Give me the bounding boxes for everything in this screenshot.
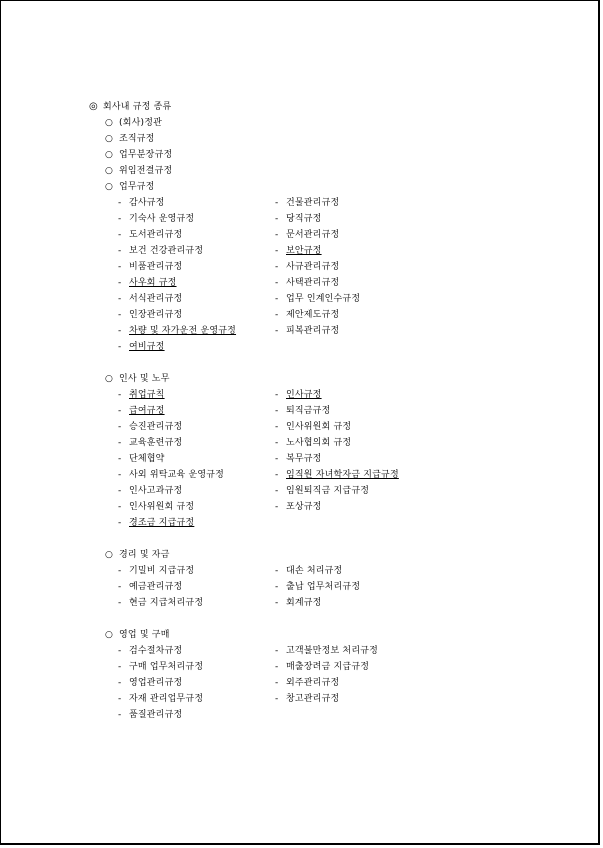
dash-bullet: - [275,598,279,608]
regulation-left-cell [1,467,275,483]
dash-bullet: - [118,566,122,576]
regulation-row [1,259,598,275]
dash-bullet: - [275,214,279,224]
dash-bullet: - [275,390,279,400]
dash-bullet: - [275,646,279,656]
section-group [1,179,598,723]
regulation-left-cell [1,275,275,291]
regulation-right-cell [275,243,322,259]
regulation-left-cell [1,451,275,467]
regulation-left-cell [1,403,275,419]
dash-bullet: - [118,710,122,720]
regulation-name: 품질관리규정 [129,710,183,720]
list-item [1,163,598,179]
dash-bullet: - [118,438,122,448]
regulation-name: 감사규정 [129,198,165,208]
regulation-name: 비품관리규정 [129,262,183,272]
regulation-right-cell [275,483,369,499]
circle-bullet-icon: ○ [105,182,114,192]
dash-bullet: - [275,438,279,448]
regulation-name: 검수절차규정 [129,646,183,656]
regulation-left-cell [1,515,275,531]
circle-bullet-icon: ○ [105,118,114,128]
item-text: 업무분장규정 [119,150,173,160]
regulation-name: 대손 처리규정 [286,566,343,576]
regulation-left-cell [1,195,275,211]
regulation-name: 사외 위탁교육 운영규정 [129,470,225,480]
dash-bullet: - [118,278,122,288]
regulation-left-cell [1,211,275,227]
regulation-name: 회계규정 [286,598,322,608]
regulation-name: 예금관리규정 [129,582,183,592]
regulation-left-cell [1,483,275,499]
dash-bullet: - [275,678,279,688]
regulation-row [1,435,598,451]
regulation-name: 도서관리규정 [129,230,183,240]
circle-bullet-icon: ○ [105,550,114,560]
regulation-name: 경조금 지급규정 [129,518,195,528]
regulation-name: 차량 및 자가운전 운영규정 [129,326,237,336]
regulation-left-cell [1,499,275,515]
regulation-row [1,675,598,691]
regulation-left-cell [1,707,275,723]
regulation-name: 임원퇴직금 지급규정 [286,486,370,496]
circle-bullet-icon: ○ [105,166,114,176]
dash-bullet: - [118,662,122,672]
dash-bullet: - [118,518,122,528]
regulation-row [1,227,598,243]
dash-bullet: - [118,230,122,240]
section-title-text: 경리 및 자금 [119,550,170,560]
dash-bullet: - [118,502,122,512]
regulation-left-cell [1,643,275,659]
regulation-left-cell [1,339,275,355]
dash-bullet: - [275,326,279,336]
dash-bullet: - [118,198,122,208]
section-title-text: 영업 및 구매 [119,630,170,640]
regulation-right-cell [275,467,399,483]
dash-bullet: - [118,646,122,656]
regulation-name: 교육훈련규정 [129,438,183,448]
regulation-row [1,483,598,499]
dash-bullet: - [275,422,279,432]
regulation-name: 고객불만정보 처리규정 [286,646,379,656]
regulation-left-cell [1,243,275,259]
regulation-row [1,563,598,579]
dash-bullet: - [118,406,122,416]
dash-bullet: - [118,694,122,704]
regulation-name: 인사위원회 규정 [129,502,195,512]
regulation-right-cell [275,595,322,611]
dash-bullet: - [275,566,279,576]
regulation-name: 창고관리규정 [286,694,340,704]
regulation-row [1,211,598,227]
heading-text: 회사내 규정 종류 [103,102,172,112]
regulation-name: 당직규정 [286,214,322,224]
regulation-name: 업무 인계인수규정 [286,294,361,304]
regulation-left-cell [1,659,275,675]
regulation-name: 인사규정 [286,390,322,400]
dash-bullet: - [275,230,279,240]
dash-bullet: - [275,262,279,272]
regulation-name: 인장관리규정 [129,310,183,320]
regulation-left-cell [1,691,275,707]
regulation-row [1,291,598,307]
regulation-row [1,451,598,467]
dash-bullet: - [118,678,122,688]
regulation-left-cell [1,307,275,323]
regulation-name: 문서관리규정 [286,230,340,240]
regulation-name: 인사위원회 규정 [286,422,352,432]
regulation-right-cell [275,419,351,435]
dash-bullet: - [118,470,122,480]
item-text: 위임전결규정 [119,166,173,176]
regulation-left-cell [1,435,275,451]
regulation-left-cell [1,563,275,579]
regulation-right-cell [275,195,339,211]
section-title [1,371,598,387]
dash-bullet: - [275,454,279,464]
regulation-left-cell [1,579,275,595]
regulation-row [1,579,598,595]
dash-bullet: - [118,246,122,256]
regulation-name: 급여규정 [129,406,165,416]
dash-bullet: - [118,422,122,432]
dash-bullet: - [118,486,122,496]
regulation-right-cell [275,291,360,307]
section-spacer [1,611,598,627]
regulation-row [1,339,598,355]
regulation-name: 단체협약 [129,454,165,464]
section-title [1,547,598,563]
dash-bullet: - [118,214,122,224]
dash-bullet: - [118,326,122,336]
dash-bullet: - [275,582,279,592]
regulation-name: 제안제도규정 [286,310,340,320]
regulation-name: 사택관리규정 [286,278,340,288]
list-item [1,131,598,147]
regulation-row [1,195,598,211]
regulation-name: 건물관리규정 [286,198,340,208]
regulation-left-cell [1,419,275,435]
regulation-left-cell [1,387,275,403]
regulation-right-cell [275,659,369,675]
dash-bullet: - [275,294,279,304]
section-title [1,179,598,195]
regulation-name: 사우회 규정 [129,278,177,288]
regulation-left-cell [1,227,275,243]
regulation-name: 승진관리규정 [129,422,183,432]
regulation-name: 현금 지급처리규정 [129,598,204,608]
regulation-row [1,499,598,515]
regulation-right-cell [275,323,339,339]
regulation-right-cell [275,387,322,403]
dash-bullet: - [275,406,279,416]
double-circle-icon: ◎ [89,101,98,112]
regulation-right-cell [275,563,342,579]
circle-bullet-icon: ○ [105,630,114,640]
dash-bullet: - [275,246,279,256]
dash-bullet: - [118,598,122,608]
regulation-row [1,643,598,659]
regulation-left-cell [1,259,275,275]
regulation-name: 자재 관리업무규정 [129,694,204,704]
section-title-text: 인사 및 노무 [119,374,170,384]
section-spacer [1,355,598,371]
regulation-list [1,99,598,723]
regulation-row [1,419,598,435]
regulation-name: 구매 업무처리규정 [129,662,204,672]
regulation-row [1,323,598,339]
dash-bullet: - [275,278,279,288]
regulation-left-cell [1,291,275,307]
regulation-row [1,707,598,723]
regulation-right-cell [275,275,339,291]
dash-bullet: - [275,310,279,320]
regulation-row [1,403,598,419]
regulation-name: 출납 업무처리규정 [286,582,361,592]
regulation-row [1,307,598,323]
dash-bullet: - [118,582,122,592]
regulation-right-cell [275,675,339,691]
regulation-right-cell [275,451,322,467]
regulation-left-cell [1,675,275,691]
regulation-row [1,387,598,403]
dash-bullet: - [118,262,122,272]
item-text: 조직규정 [119,134,155,144]
dash-bullet: - [275,502,279,512]
list-item [1,147,598,163]
regulation-left-cell [1,595,275,611]
regulation-row [1,515,598,531]
dash-bullet: - [275,198,279,208]
dash-bullet: - [118,310,122,320]
regulation-right-cell [275,211,322,227]
regulation-right-cell [275,403,330,419]
regulation-row [1,691,598,707]
regulation-right-cell [275,499,322,515]
section-spacer [1,531,598,547]
regulation-row [1,243,598,259]
dash-bullet: - [275,694,279,704]
regulation-right-cell [275,691,339,707]
document-heading [1,99,598,115]
regulation-right-cell [275,227,339,243]
regulation-name: 서식관리규정 [129,294,183,304]
regulation-name: 보안규정 [286,246,322,256]
dash-bullet: - [275,662,279,672]
regulation-name: 취업규칙 [129,390,165,400]
list-item [1,115,598,131]
regulation-right-cell [275,643,378,659]
regulation-row [1,275,598,291]
dash-bullet: - [118,294,122,304]
regulation-name: 노사협의회 규정 [286,438,352,448]
regulation-name: 외주관리규정 [286,678,340,688]
regulation-right-cell [275,579,360,595]
circle-bullet-icon: ○ [105,134,114,144]
circle-bullet-icon: ○ [105,374,114,384]
regulation-name: 영업관리규정 [129,678,183,688]
regulation-name: 사규관리규정 [286,262,340,272]
regulation-name: 임직원 자녀학자금 지급규정 [286,470,399,480]
regulation-name: 복무규정 [286,454,322,464]
dash-bullet: - [275,470,279,480]
regulation-name: 포상규정 [286,502,322,512]
dash-bullet: - [275,486,279,496]
regulation-name: 여비규정 [129,342,165,352]
regulation-name: 매출장려금 지급규정 [286,662,370,672]
regulation-row [1,467,598,483]
regulation-name: 보건 건강관리규정 [129,246,204,256]
dash-bullet: - [118,390,122,400]
section-title [1,627,598,643]
item-text: (회사)정관 [119,118,162,128]
section-title-text: 업무규정 [119,182,155,192]
regulation-row [1,595,598,611]
regulation-right-cell [275,435,351,451]
regulation-name: 기밀비 지급규정 [129,566,195,576]
dash-bullet: - [118,342,122,352]
regulation-right-cell [275,259,339,275]
regulation-right-cell [275,307,339,323]
regulation-name: 기숙사 운영규정 [129,214,195,224]
regulation-name: 퇴직금규정 [286,406,331,416]
regulation-left-cell [1,323,275,339]
regulation-name: 피복관리규정 [286,326,340,336]
regulation-row [1,659,598,675]
dash-bullet: - [118,454,122,464]
circle-bullet-icon: ○ [105,150,114,160]
regulation-name: 인사고과규정 [129,486,183,496]
